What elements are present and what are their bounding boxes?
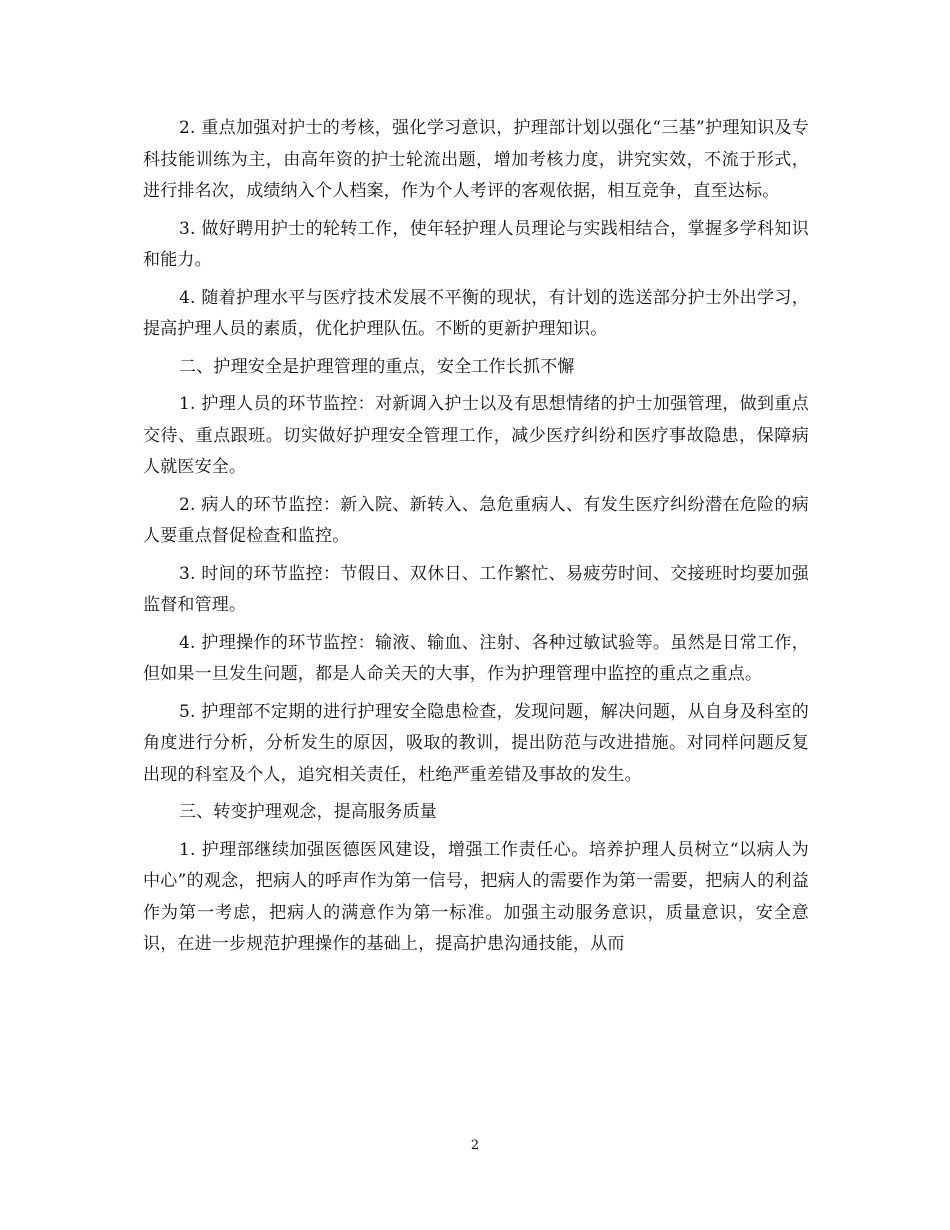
paragraph-operation-monitoring: 4. 护理操作的环节监控：输液、输血、注射、各种过敏试验等。虽然是日常工作，但如果一旦发生问题，都是人命关天的大事，作为护理管理中监控的重点之重点。	[143, 632, 809, 684]
paragraph-patient-monitoring: 2. 病人的环节监控：新入院、新转入、急危重病人、有发生医疗纠纷潜在危险的病人要重点督促检查和监控。	[143, 494, 809, 546]
paragraph-rotation: 3. 做好聘用护士的轮转工作，使年轻护理人员理论与实践相结合，掌握多学科知识和能力。	[143, 218, 809, 270]
section-heading-service: 三、转变护理观念，提高服务质量	[179, 802, 437, 822]
page-number: 2	[470, 1138, 480, 1153]
paragraph-staff-monitoring: 1. 护理人员的环节监控：对新调入护士以及有思想情绪的护士加强管理，做到重点交待、重点跟班。切实做好护理安全管理工作，减少医疗纠纷和医疗事故隐患，保障病人就医安全。	[143, 394, 809, 477]
document-body	[143, 113, 809, 967]
paragraph-assessment: 2. 重点加强对护士的考核，强化学习意识，护理部计划以强化“三基”护理知识及专科技能训练为主，由高年资的护士轮流出题，增加考核力度，讲究实效，不流于形式，进行排名次，成绩纳入个人档案，作为个人考评的客观依据，相互竞争，直至达标。	[143, 118, 809, 201]
section-heading-safety: 二、护理安全是护理管理的重点，安全工作长抓不懈	[179, 356, 575, 377]
paragraph-safety-inspection: 5. 护理部不定期的进行护理安全隐患检查，发现问题，解决问题，从自身及科室的角度进行分析，分析发生的原因，吸取的教训，提出防范与改进措施。对同样问题反复出现的科室及个人，追究相关责任，杜绝严重差错及事故的发生。	[143, 701, 809, 785]
paragraph-training: 4. 随着护理水平与医疗技术发展不平衡的现状，有计划的选送部分护士外出学习，提高护理人员的素质，优化护理队伍。不断的更新护理知识。	[143, 287, 809, 339]
paragraph-time-monitoring: 3. 时间的环节监控：节假日、双休日、工作繁忙、易疲劳时间、交接班时均要加强监督和管理。	[143, 563, 809, 615]
paragraph-ethics: 1. 护理部继续加强医德医风建设，增强工作责任心。培养护理人员树立“以病人为中心”的观念，把病人的呼声作为第一信号，把病人的需要作为第一需要，把病人的利益作为第一考虑，把病人的满意作为第一标准。加强主动服务意识，质量意识，安全意识，在进一步规范护理操作的基础上，提高护患沟通技能，从而	[143, 839, 809, 954]
